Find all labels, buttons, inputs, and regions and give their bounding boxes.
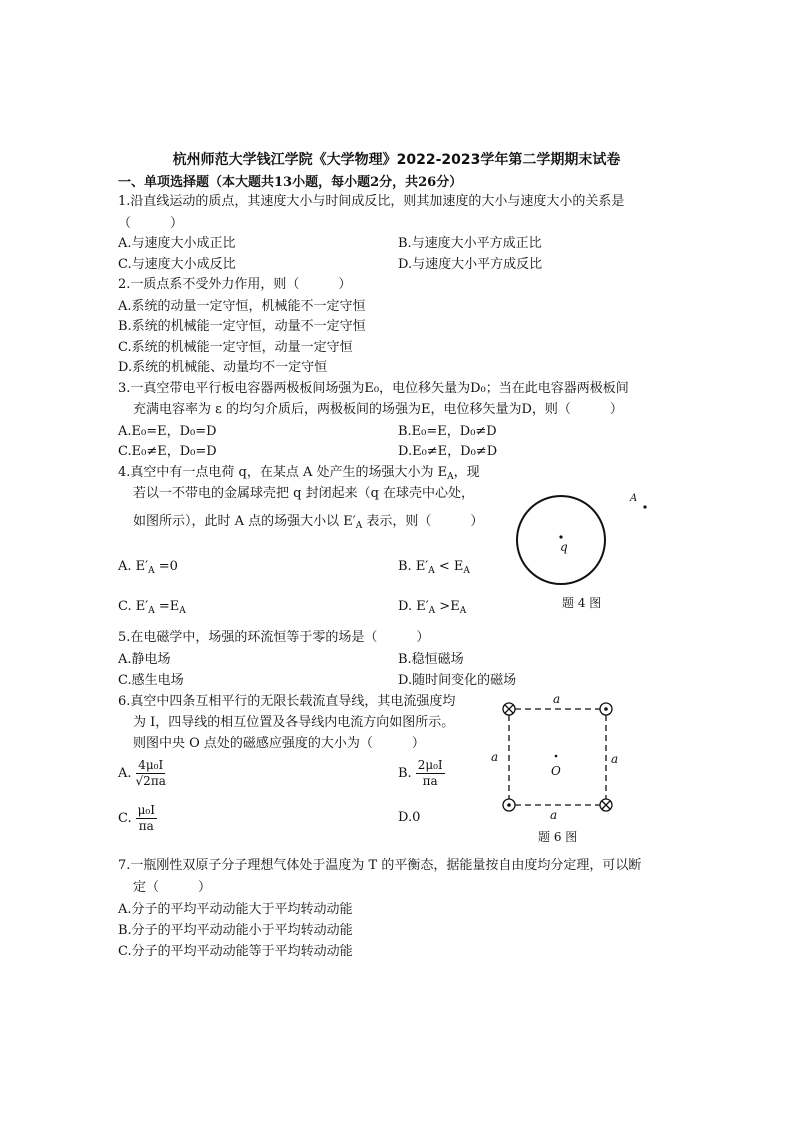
figure-6-side-top: a xyxy=(553,692,561,706)
q1-option-c: C.与速度大小成反比 xyxy=(118,257,236,272)
figure-6-side-left: a xyxy=(491,750,499,764)
q6-stem-cont2: 则图中央 O 点处的磁感应强度的大小为（ ） xyxy=(133,736,425,751)
q4-stem: 4.真空中有一点电荷 q，在某点 A 处产生的场强大小为 $E_A$，现 xyxy=(118,465,480,482)
q7-stem: 7.一瓶刚性双原子分子理想气体处于温度为 T 的平衡态，据能量按自由度均分定理，可以断 xyxy=(118,858,642,873)
q2-option-c: C.系统的机械能一定守恒，动量一定守恒 xyxy=(118,340,353,355)
q1-blank: （ ） xyxy=(118,216,184,231)
q6-option-b: B. $\frac{\text{2μ₀I}}{\pi a}$ xyxy=(398,758,443,788)
figure-6-caption: 题 6 图 xyxy=(538,830,578,844)
q4-option-d: D. $E'_A >E_A$ xyxy=(398,599,467,616)
q3-stem-cont: 充满电容率为 ε 的均匀介质后，两极板间的场强为E，电位移矢量为D，则（ ） xyxy=(133,402,623,417)
q1-stem: 1.沿直线运动的质点，其速度大小与时间成反比，则其加速度的大小与速度大小的关系是 xyxy=(118,194,625,209)
figure-6-side-bottom: a xyxy=(550,808,558,822)
q5-option-b: B.稳恒磁场 xyxy=(398,652,464,667)
q4-stem-cont: 若以一不带电的金属球壳把 q 封闭起来（q 在球壳中心处， xyxy=(133,486,475,501)
q4-option-a: A. $E'_A =0$ xyxy=(118,559,178,576)
figure-4-point-label: A xyxy=(630,493,638,504)
q3-option-a: A.E₀=E，D₀=D xyxy=(118,424,217,439)
q1-option-a: A.与速度大小成正比 xyxy=(118,236,236,251)
q5-stem: 5.在电磁学中，场强的环流恒等于零的场是（ ） xyxy=(118,630,430,645)
figure-6-side-right: a xyxy=(611,752,619,766)
q2-stem: 2.一质点系不受外力作用，则（ ） xyxy=(118,277,352,292)
q1-option-d: D.与速度大小平方成反比 xyxy=(398,257,543,272)
q3-option-c: C.E₀≠E，D₀=D xyxy=(118,444,217,459)
exam-title: 杭州师范大学钱江学院《大学物理》2022-2023学年第二学期期末试卷 xyxy=(172,152,621,168)
q4-stem-cont2: 如图所示），此时 A 点的场强大小以 $E'_A$ 表示，则（ ） xyxy=(133,514,484,531)
q2-option-d: D.系统的机械能、动量均不一定守恒 xyxy=(118,360,328,375)
q7-stem-cont: 定（ ） xyxy=(133,880,212,895)
q3-option-b: B.E₀=E，D₀≠D xyxy=(398,424,497,439)
figure-4-diagram xyxy=(505,485,665,595)
q6-option-d: D.0 xyxy=(398,810,421,825)
figure-4-caption: 题 4 图 xyxy=(562,596,602,610)
q3-option-d: D.E₀≠E，D₀≠D xyxy=(398,444,498,459)
figure-6-diagram xyxy=(495,695,625,820)
q4-option-c: C. $E'_A =E_A$ xyxy=(118,599,186,616)
q6-option-c: C. $\frac{\text{μ₀I}}{\pi a}$ xyxy=(118,803,155,833)
q6-stem-cont: 为 I，四导线的相互位置及各导线内电流方向如图所示。 xyxy=(133,715,455,730)
q6-stem: 6.真空中四条互相平行的无限长载流直导线，其电流强度均 xyxy=(118,694,456,709)
figure-4-charge-label: q xyxy=(560,540,568,554)
q5-option-a: A.静电场 xyxy=(118,652,171,667)
q2-option-b: B.系统的机械能一定守恒，动量不一定守恒 xyxy=(118,319,366,334)
q7-option-c: C.分子的平均平动动能等于平均转动动能 xyxy=(118,944,353,959)
figure-6-center-label: O xyxy=(551,764,561,778)
q5-option-d: D.随时间变化的磁场 xyxy=(398,673,517,688)
q4-option-b: B. $E'_A < E_A$ xyxy=(398,559,470,576)
q1-option-b: B.与速度大小平方成正比 xyxy=(398,236,542,251)
q3-stem: 3.一真空带电平行板电容器两极板间场强为E₀，电位移矢量为D₀；当在此电容器两极板间 xyxy=(118,381,629,396)
q5-option-c: C.感生电场 xyxy=(118,673,184,688)
section-heading: 一、单项选择题（本大题共13小题，每小题2分，共26分） xyxy=(118,175,463,190)
q7-option-b: B.分子的平均平动动能小于平均转动动能 xyxy=(118,923,353,938)
q6-option-a: A. $\frac{\text{4μ₀I}}{√2\pi a}$ xyxy=(118,758,166,788)
q7-option-a: A.分子的平均平动动能大于平均转动动能 xyxy=(118,902,353,917)
q2-option-a: A.系统的动量一定守恒，机械能不一定守恒 xyxy=(118,299,366,314)
